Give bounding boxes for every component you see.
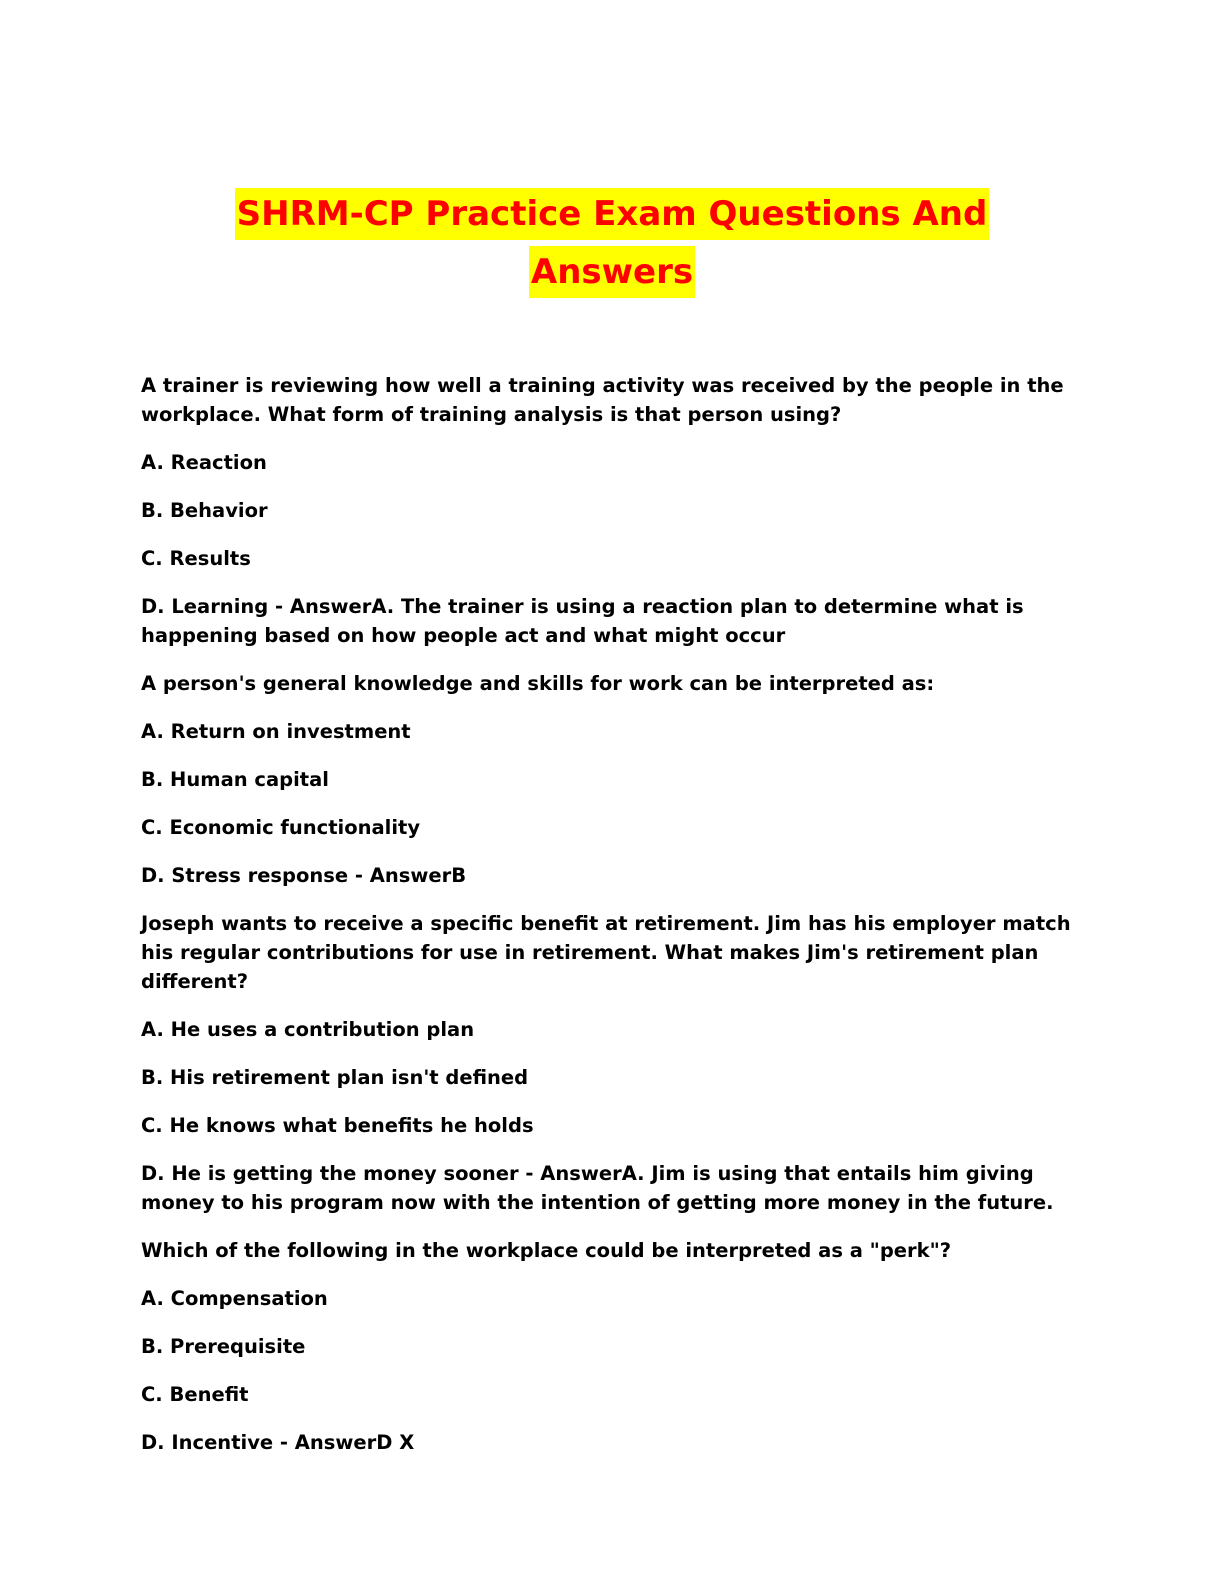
question-4-text: Which of the following in the workplace could be interpreted as a "perk"? (141, 1239, 952, 1262)
question-3-text: Joseph wants to receive a specific benefit at retirement. Jim has his employer match his regular contributions for use in retirement. What makes Jim's retirement plan different? (141, 912, 1078, 993)
question-3-option-d-answer: D. He is getting the money sooner - AnswerA. Jim is using that entails him giving money to his program now with the intention of getting more money in the future. (141, 1162, 1054, 1214)
question-1-option-c: C. Results (141, 547, 251, 570)
question-2-option-b: B. Human capital (141, 768, 329, 791)
title-line-2: Answers (529, 246, 695, 298)
question-4-option-a: A. Compensation (141, 1287, 328, 1310)
question-1-text: A trainer is reviewing how well a training activity was received by the people in the workplace. What form of training analysis is that person using? (141, 374, 1071, 426)
document-body (141, 371, 1078, 1476)
question-2-text: A person's general knowledge and skills for work can be interpreted as: (141, 672, 935, 695)
question-3-option-a: A. He uses a contribution plan (141, 1018, 475, 1041)
question-2-option-c: C. Economic functionality (141, 816, 421, 839)
question-2-option-a: A. Return on investment (141, 720, 411, 743)
question-2-option-d-answer: D. Stress response - AnswerB (141, 864, 467, 887)
question-4-option-c: C. Benefit (141, 1383, 249, 1406)
question-4-option-d-answer: D. Incentive - AnswerD X (141, 1431, 415, 1454)
title-line-1: SHRM-CP Practice Exam Questions And (235, 188, 990, 240)
question-3-option-b: B. His retirement plan isn't defined (141, 1066, 529, 1089)
question-3-option-c: C. He knows what benefits he holds (141, 1114, 534, 1137)
question-1-option-d-answer: D. Learning - AnswerA. The trainer is using a reaction plan to determine what is happening based on how people act and what might occur (141, 595, 1031, 647)
document-title (0, 188, 1224, 304)
question-4-option-b: B. Prerequisite (141, 1335, 306, 1358)
question-1-option-a: A. Reaction (141, 451, 267, 474)
question-1-option-b: B. Behavior (141, 499, 268, 522)
